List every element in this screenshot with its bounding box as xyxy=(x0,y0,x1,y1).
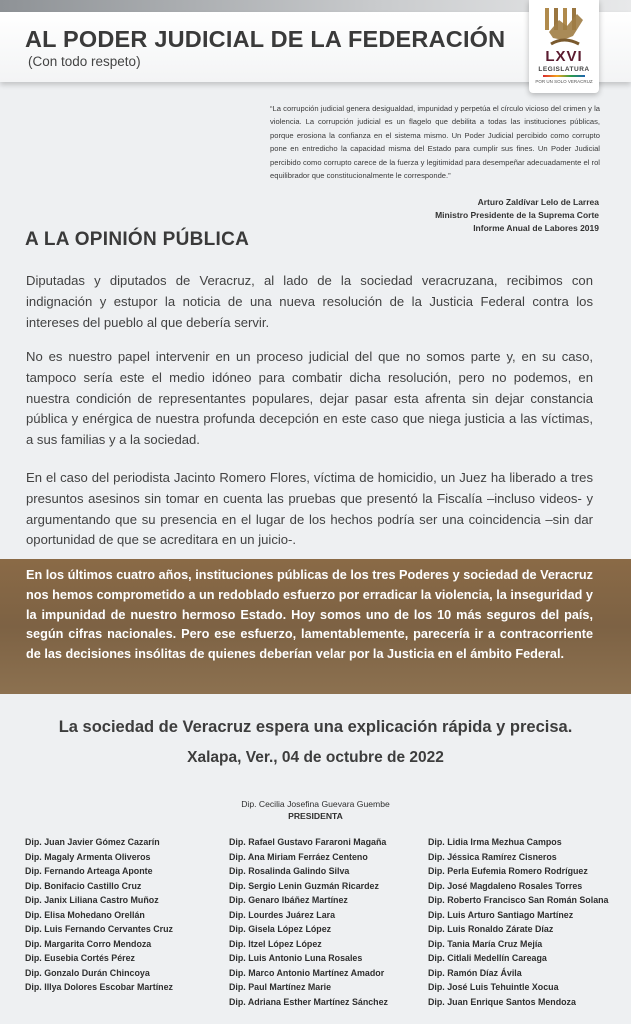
signatory: Dip. Jéssica Ramírez Cisneros xyxy=(428,851,557,862)
signatory: Dip. Bonifacio Castillo Cruz xyxy=(25,880,142,891)
signatory: Dip. Lourdes Juárez Lara xyxy=(229,909,336,920)
signatory: Dip. Citlali Medellín Careaga xyxy=(428,953,547,964)
signatory: Dip. Itzel López López xyxy=(229,938,322,949)
signatory: Dip. Juan Javier Gómez Cazarín xyxy=(25,837,160,847)
legislature-numeral: LXVI xyxy=(545,48,583,65)
signatory: Dip. Luis Ronaldo Zárate Díaz xyxy=(428,924,554,935)
quote-source: Informe Anual de Labores 2019 xyxy=(473,223,599,234)
signatory: Dip. Lidia Irma Mezhua Campos xyxy=(428,837,562,847)
signatory: Dip. Luis Fernando Cervantes Cruz xyxy=(25,924,173,935)
paragraph-3: En el caso del periodista Jacinto Romero Flores, víctima de homicidio, un Juez ha liberado a tres presuntos asesinos sin tomar en cuenta las pruebas que presentó la Fiscalía –incluso videos- y argumentando que su presencia en el lugar de los hechos podría ser una coincidencia –sin dar oportunidad de que se acreditara en un juicio-. xyxy=(26,470,593,548)
signatory: Dip. Illya Dolores Escobar Martínez xyxy=(25,982,173,993)
signatory: Dip. Gonzalo Durán Chincoya xyxy=(25,967,150,978)
signatory: Dip. Marco Antonio Martínez Amador xyxy=(229,967,385,978)
signatory: Dip. Janix Liliana Castro Muñoz xyxy=(25,895,159,906)
eagle-emblem-icon xyxy=(539,6,589,48)
signatory: Dip. Eusebia Cortés Pérez xyxy=(25,953,135,964)
signatory: Dip. Gisela López López xyxy=(229,924,332,935)
paragraph-1: Diputadas y diputados de Veracruz, al lado de la sociedad veracruzana, recibimos con indignación y estupor la noticia de una nueva resolución de la Justicia Federal contra los intereses del pueblo al que debería servir. xyxy=(26,273,593,330)
legislature-logo xyxy=(529,0,599,93)
signatory: Dip. Elisa Mohedano Orellán xyxy=(25,909,145,920)
signatory: Dip. Rafael Gustavo Fararoni Magaña xyxy=(229,837,387,847)
epigraph-quote: “La corrupción judicial genera desigualdad, impunidad y perpetúa el círculo vicioso del crimen y la violencia. La corrupción judicial es un flagelo que debilita a todas las instituciones públicas, porque erosiona la confianza en el sistema mismo. Un Poder Judicial percibido como corrupto pone en entredicho la capacidad misma del Estado para cumplir sus fines. Un Poder Judicial percibido como corrupto carece de la fuerza y legitimidad para desempeñar adecuadamente el rol equilibrador que constitucionalmente le corresponde.” xyxy=(270,104,600,181)
legislature-name: LEGISLATURA xyxy=(538,66,590,73)
president-role: PRESIDENTA xyxy=(288,810,343,821)
quote-author-position: Ministro Presidente de la Suprema Corte xyxy=(435,210,599,221)
signatory: Dip. Magaly Armenta Oliveros xyxy=(25,851,151,862)
signatory: Dip. Ramón Díaz Ávila xyxy=(428,967,522,978)
paragraph-2: No es nuestro papel intervenir en un proceso judicial del que no somos parte y, en su caso, tampoco sería este el medio idóneo para combatir dicha resolución, pero no podemos, en nuestra condición de representantes populares, dejar pasar esta afrenta sin dejar constancia pública y enérgica de nuestra profunda decepción en este caso que niega justicia a las víctimas, a sus familias y a la sociedad. xyxy=(26,349,593,448)
highlight-text: En los últimos cuatro años, instituciones públicas de los tres Poderes y sociedad de Veracruz nos hemos comprometido a un redoblado esfuerzo por erradicar la violencia, la inseguridad y la impunidad de nuestro hermoso Estado. Hoy somos uno de los 10 más seguros del país, según cifras nacionales. Pero ese esfuerzo, lamentablemente, parecería ir a contracorriente de las decisiones insólitas de quienes deberían velar por la Justicia en el ámbito Federal. xyxy=(26,568,593,662)
quote-attribution xyxy=(435,196,599,236)
signatory: Dip. Luis Arturo Santiago Martínez xyxy=(428,909,574,920)
closing-statement: La sociedad de Veracruz espera una explicación rápida y precisa. xyxy=(58,718,573,736)
signatory: Dip. José Magdaleno Rosales Torres xyxy=(428,880,583,891)
signatory: Dip. Paul Martínez Marie xyxy=(229,982,332,993)
place-date: Xalapa, Ver., 04 de octubre de 2022 xyxy=(187,749,444,766)
signatory: Dip. José Luis Tehuintle Xocua xyxy=(428,982,559,993)
logo-color-rule xyxy=(543,75,585,77)
signatory: Dip. Genaro Ibáñez Martínez xyxy=(229,895,348,906)
signatory: Dip. Margarita Corro Mendoza xyxy=(25,938,152,949)
signatory: Dip. Roberto Francisco San Román Solana xyxy=(428,895,609,906)
signatory: Dip. Rosalinda Galindo Silva xyxy=(229,866,350,877)
signatory: Dip. Ana Miriam Ferráez Centeno xyxy=(229,851,368,862)
signatory: Dip. Tania María Cruz Mejía xyxy=(428,938,543,949)
signatory: Dip. Sergio Lenin Guzmán Ricardez xyxy=(229,880,379,891)
page-subtitle: (Con todo respeto) xyxy=(28,54,141,69)
signatory: Dip. Perla Eufemia Romero Rodríguez xyxy=(428,866,588,877)
president-signature xyxy=(0,799,631,822)
page-title: AL PODER JUDICIAL DE LA FEDERACIÓN xyxy=(25,26,506,52)
highlight-band xyxy=(0,559,631,694)
signatory: Dip. Fernando Arteaga Aponte xyxy=(25,866,153,877)
section-title: A LA OPINIÓN PÚBLICA xyxy=(25,229,250,250)
quote-author: Arturo Zaldívar Lelo de Larrea xyxy=(477,197,599,207)
legislature-tagline: POR UN SOLO VERACRUZ xyxy=(535,79,593,84)
signatories-column-3 xyxy=(428,835,609,1010)
signatories-column-1 xyxy=(25,835,173,995)
signatory: Dip. Luis Antonio Luna Rosales xyxy=(229,953,363,964)
signatory: Dip. Juan Enrique Santos Mendoza xyxy=(428,997,576,1008)
president-name: Dip. Cecilia Josefina Guevara Guembe xyxy=(241,799,390,809)
signatory: Dip. Adriana Esther Martínez Sánchez xyxy=(229,997,388,1008)
signatories-column-2 xyxy=(229,835,388,1010)
